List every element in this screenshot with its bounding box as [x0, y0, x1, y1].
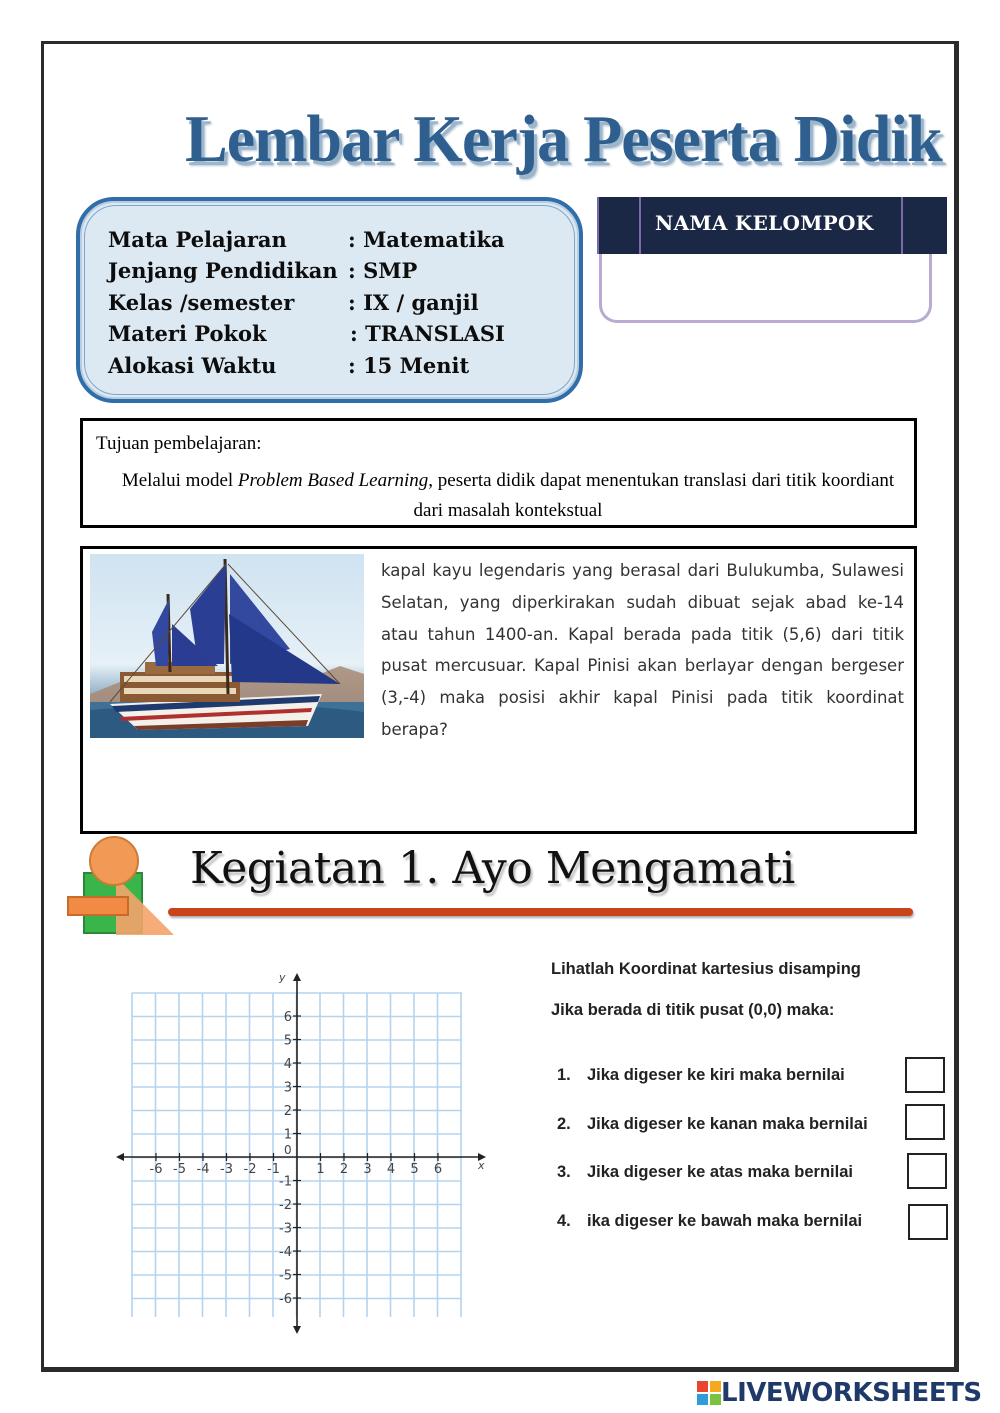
y-tick-label: -3 [279, 1221, 292, 1237]
question-number: 4. [557, 1212, 571, 1230]
info-row-topic [108, 321, 505, 346]
instruction-text: Lihatlah Koordinat kartesius disamping [551, 960, 861, 978]
objective-text-model: Problem Based Learning [237, 470, 429, 491]
y-tick-label: 6 [283, 1010, 292, 1025]
x-tick-label: 3 [363, 1162, 372, 1177]
question-number: 3. [557, 1163, 571, 1181]
cartesian-graph [110, 965, 490, 1340]
pinisi-ship-illustration [90, 554, 364, 738]
answer-box-2[interactable] [905, 1104, 945, 1140]
liveworksheets-text: LIVEWORKSHEETS [721, 1378, 982, 1408]
question-item [557, 1115, 868, 1134]
question-text: ika digeser ke bawah maka bernilai [587, 1212, 863, 1230]
info-row-class [108, 290, 479, 315]
objective-text-start: Melalui model [121, 470, 238, 491]
question-item [557, 1212, 862, 1231]
x-axis-label: x [478, 1159, 485, 1172]
x-tick-label: 2 [339, 1162, 349, 1177]
objective-label: Tujuan pembelajaran: [96, 433, 262, 454]
activity-figure-icon [66, 835, 176, 940]
info-label: Mata Pelajaran [108, 227, 287, 252]
x-tick-label: -2 [243, 1162, 257, 1177]
x-tick-label: -4 [196, 1162, 210, 1177]
y-tick-label: 5 [283, 1033, 292, 1049]
origin-label: 0 [284, 1143, 292, 1157]
liveworksheets-logo [697, 1378, 982, 1408]
question-text: Jika digeser ke kiri maka bernilai [587, 1066, 845, 1084]
info-label: Materi Pokok [108, 321, 267, 346]
y-tick-label: -4 [279, 1245, 292, 1260]
learning-objective-box [80, 418, 917, 528]
y-axis-arrow-up [293, 973, 301, 981]
objective-text [113, 466, 903, 526]
info-value: : 15 Menit [348, 353, 470, 378]
worksheet-title: Lembar Kerja Peserta Didik [185, 101, 942, 176]
question-item [557, 1163, 853, 1182]
pinisi-ship-image [90, 554, 364, 738]
y-axis-label: y [279, 971, 286, 984]
subject-info-box [76, 197, 583, 403]
y-axis-arrow-down [293, 1326, 301, 1334]
objective-text-end: , peserta didik dapat menentukan translasi dari titik koordiant dari masalah kontekstual [413, 470, 895, 521]
info-label: Jenjang Pendidikan [108, 258, 338, 283]
header-divider [901, 197, 903, 254]
info-row-subject [108, 227, 505, 252]
question-number: 1. [557, 1066, 571, 1084]
y-tick-label: -5 [279, 1268, 292, 1284]
answer-box-1[interactable] [905, 1057, 945, 1093]
question-text: Jika digeser ke kanan maka bernilai [587, 1115, 868, 1133]
x-axis-arrow-left [116, 1153, 124, 1161]
y-tick-label: 2 [283, 1104, 292, 1119]
y-tick-label: -2 [279, 1198, 292, 1213]
info-value: : IX / ganjil [348, 290, 479, 315]
question-number: 2. [557, 1115, 571, 1133]
y-tick-label: 4 [283, 1057, 292, 1072]
x-tick-label: 4 [386, 1162, 396, 1177]
cartesian-plane [110, 965, 490, 1340]
group-name-label: NAMA KELOMPOK [655, 211, 874, 235]
info-row-level [108, 258, 418, 283]
x-tick-label: 1 [316, 1162, 325, 1177]
info-label: Kelas /semester [108, 290, 295, 315]
y-tick-label: 1 [283, 1127, 292, 1143]
x-tick-label: -6 [149, 1162, 163, 1177]
y-tick-label: -1 [279, 1174, 292, 1190]
y-tick-label: -6 [279, 1292, 292, 1307]
answer-box-3[interactable] [907, 1153, 947, 1189]
info-value: : Matematika [348, 227, 505, 252]
activity-title: Kegiatan 1. Ayo Mengamati [190, 843, 795, 894]
instruction-text: Jika berada di titik pusat (0,0) maka: [551, 1001, 835, 1019]
x-tick-label: -3 [220, 1162, 233, 1177]
y-tick-label: 3 [283, 1080, 292, 1096]
liveworksheets-grid-icon [697, 1381, 721, 1405]
x-tick-label: 5 [410, 1162, 419, 1177]
activity-underline [168, 908, 913, 916]
problem-box [80, 546, 917, 834]
x-tick-label: -1 [267, 1162, 280, 1177]
info-value: : SMP [348, 258, 418, 283]
problem-text: kapal kayu legendaris yang berasal dari Bulukumba, Sulawesi Selatan, yang diperkirakan sudah dibuat sejak abad ke-14 atau tahun 1400-an. Kapal berada pada titik (5,6) dari titik pusat mercusuar. Kapal Pinisi akan berlayar dengan bergeser (3,-4) maka posisi akhir kapal Pinisi pada titik koordinat berapa? [381, 561, 904, 739]
info-value: : TRANSLASI [350, 321, 505, 346]
info-label: Alokasi Waktu [108, 353, 277, 378]
info-row-time [108, 353, 470, 378]
x-tick-label: 6 [433, 1162, 443, 1177]
group-name-header [597, 197, 947, 254]
x-tick-label: -5 [173, 1162, 186, 1177]
header-divider [639, 197, 641, 254]
question-text: Jika digeser ke atas maka bernilai [587, 1163, 853, 1181]
question-item [557, 1066, 845, 1085]
activity-figure-graphic [66, 835, 176, 940]
answer-box-4[interactable] [908, 1204, 948, 1240]
